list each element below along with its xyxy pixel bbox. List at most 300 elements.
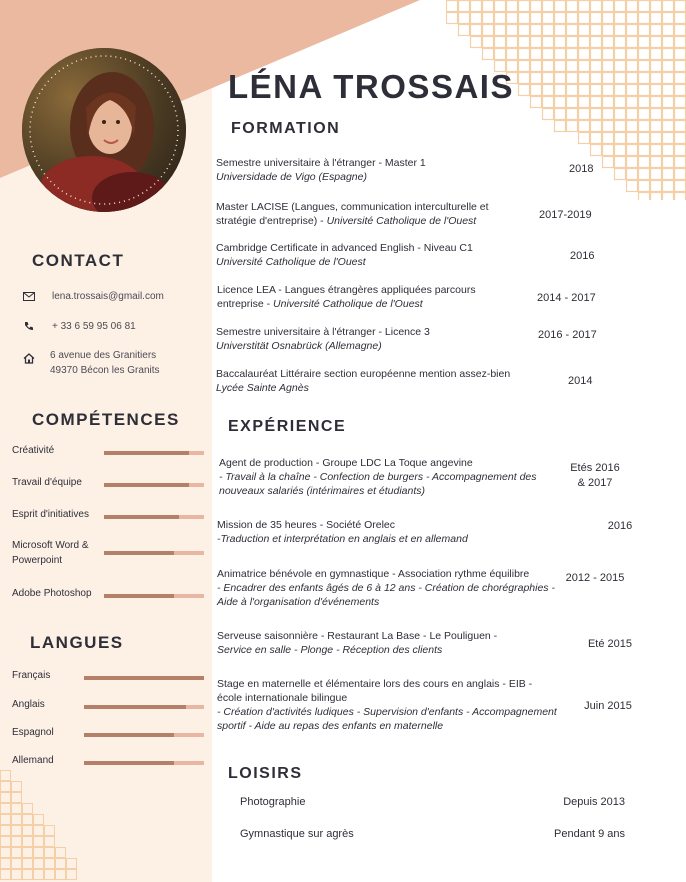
- loisir-label: Photographie: [240, 796, 306, 808]
- grid-cell: [651, 169, 662, 180]
- experience-tasks: -Traduction et interprétation en anglais et en allemand: [217, 533, 468, 545]
- skill-label: Travail d'équipe: [12, 477, 82, 488]
- grid-cell: [507, 25, 518, 36]
- grid-cell: [627, 1, 638, 12]
- contact-heading: CONTACT: [32, 251, 125, 270]
- grid-cell: [603, 133, 614, 144]
- grid-cell: [531, 25, 542, 36]
- grid-cell: [627, 121, 638, 132]
- grid-cell: [543, 85, 554, 96]
- experience-tasks-cont: nouveaux salariés (intérimaires et étudiants): [219, 485, 426, 497]
- loisirs-heading: LOISIRS: [228, 765, 303, 782]
- grid-cell: [639, 1, 650, 12]
- grid-cell: [531, 37, 542, 48]
- language-bar-fill: [84, 733, 174, 737]
- formation-detail: [216, 381, 536, 395]
- grid-cell: [639, 133, 650, 144]
- language-bar-rest: [174, 733, 204, 737]
- language-bar: [84, 705, 204, 709]
- grid-cell: [579, 37, 590, 48]
- profile-photo: [22, 48, 186, 212]
- formation-title: Licence LEA - Langues étrangères appliquées parcours: [217, 284, 476, 296]
- grid-cell: [1, 870, 11, 880]
- grid-cell: [651, 73, 662, 84]
- formation-entry: [216, 325, 536, 353]
- grid-cell: [12, 859, 22, 869]
- grid-cell: [567, 121, 578, 132]
- grid-cell: [639, 169, 650, 180]
- grid-cell: [56, 870, 66, 880]
- grid-cell: [615, 85, 626, 96]
- grid-cell: [447, 13, 458, 24]
- grid-cell: [1, 793, 11, 803]
- language-bar-rest: [186, 705, 204, 709]
- grid-cell: [591, 109, 602, 120]
- grid-cell: [1, 859, 11, 869]
- grid-cell: [1, 804, 11, 814]
- grid-cell: [531, 97, 542, 108]
- formation-entry: [216, 367, 536, 395]
- grid-cell: [519, 13, 530, 24]
- grid-cell: [651, 25, 662, 36]
- grid-cell: [627, 85, 638, 96]
- experience-date-line1: Juin 2015: [584, 700, 632, 712]
- grid-cell: [1, 848, 11, 858]
- grid-cell: [675, 157, 686, 168]
- grid-cell: [639, 49, 650, 60]
- experience-date-line1: 2016: [607, 520, 633, 532]
- grid-cell: [579, 109, 590, 120]
- grid-cell: [567, 49, 578, 60]
- grid-cell: [627, 73, 638, 84]
- grid-cell: [543, 109, 554, 120]
- grid-cell: [483, 25, 494, 36]
- experience-title-cont: école internationale bilingue: [217, 692, 348, 704]
- grid-cell: [651, 193, 662, 201]
- grid-cell: [651, 145, 662, 156]
- grid-cell: [67, 859, 77, 869]
- grid-cell: [459, 13, 470, 24]
- grid-cell: [663, 109, 674, 120]
- grid-cell: [663, 181, 674, 192]
- grid-cell: [531, 73, 542, 84]
- grid-cell: [651, 97, 662, 108]
- grid-cell: [555, 49, 566, 60]
- grid-cell: [615, 37, 626, 48]
- skill-bar-rest: [174, 594, 204, 598]
- formation-title: Baccalauréat Littéraire section européenne mention assez-bien: [216, 368, 511, 380]
- grid-cell: [555, 97, 566, 108]
- grid-cell: [519, 49, 530, 60]
- grid-cell: [543, 73, 554, 84]
- formation-detail: [216, 255, 536, 269]
- grid-cell: [627, 25, 638, 36]
- formation-institution: Universidade de Vigo (Espagne): [216, 171, 367, 183]
- formation-year: 2018: [569, 163, 594, 175]
- grid-cell: [675, 109, 686, 120]
- grid-cell: [23, 859, 33, 869]
- grid-cell: [519, 1, 530, 12]
- grid-cell: [579, 13, 590, 24]
- grid-cell: [12, 815, 22, 825]
- contact-email[interactable]: lena.trossais@gmail.com: [52, 291, 164, 302]
- grid-cell: [567, 73, 578, 84]
- grid-cell: [45, 859, 55, 869]
- grid-cell: [507, 37, 518, 48]
- experience-tasks: Service en salle - Plonge - Réception des clients: [217, 644, 443, 656]
- skills-heading: COMPÉTENCES: [32, 410, 180, 429]
- grid-cell: [603, 25, 614, 36]
- experience-title: Agent de production - Groupe LDC La Toque angevine: [219, 457, 473, 469]
- grid-cell: [639, 181, 650, 192]
- formation-detail-text: stratégie d'entreprise) -: [216, 215, 327, 227]
- grid-cell: [579, 25, 590, 36]
- grid-cell: [591, 1, 602, 12]
- grid-cell: [603, 61, 614, 72]
- grid-cell: [663, 121, 674, 132]
- grid-cell: [615, 97, 626, 108]
- grid-cell: [531, 13, 542, 24]
- formation-year: 2014 - 2017: [537, 292, 596, 304]
- grid-cell: [555, 85, 566, 96]
- grid-cell: [507, 49, 518, 60]
- grid-cell: [615, 145, 626, 156]
- skill-bar: [104, 515, 204, 519]
- grid-cell: [56, 848, 66, 858]
- grid-cell: [591, 49, 602, 60]
- phone-icon: [22, 319, 36, 333]
- experience-date-line1: Eté 2015: [587, 638, 633, 650]
- skill-bar-rest: [174, 551, 204, 555]
- grid-cell: [651, 61, 662, 72]
- grid-cell: [34, 848, 44, 858]
- grid-cell: [483, 49, 494, 60]
- grid-cell: [639, 109, 650, 120]
- grid-cell: [555, 13, 566, 24]
- grid-cell: [12, 837, 22, 847]
- grid-cell: [603, 109, 614, 120]
- skill-bar-rest: [189, 483, 204, 487]
- languages-heading: LANGUES: [30, 633, 124, 652]
- grid-cell: [615, 121, 626, 132]
- experience-date: [560, 461, 630, 491]
- grid-cell: [651, 109, 662, 120]
- grid-cell: [603, 121, 614, 132]
- grid-cell: [1, 782, 11, 792]
- grid-cell: [579, 1, 590, 12]
- grid-cell: [651, 157, 662, 168]
- grid-cell: [34, 815, 44, 825]
- grid-cell: [603, 85, 614, 96]
- grid-cell: [651, 49, 662, 60]
- grid-cell: [483, 13, 494, 24]
- grid-cell: [459, 1, 470, 12]
- grid-cell: [495, 37, 506, 48]
- grid-cell: [675, 193, 686, 201]
- grid-cell: [663, 85, 674, 96]
- experience-date: [560, 571, 630, 586]
- formation-institution: Université Catholique de l'Ouest: [273, 298, 423, 310]
- skill-label: Microsoft Word & Powerpoint: [12, 540, 89, 566]
- grid-cell: [663, 193, 674, 201]
- formation-title: Cambridge Certificate in advanced English - Niveau C1: [216, 242, 473, 254]
- grid-cell: [12, 793, 22, 803]
- skill-bar-fill: [104, 515, 179, 519]
- grid-cell: [627, 109, 638, 120]
- skill-bar-fill: [104, 451, 189, 455]
- formation-title: Master LACISE (Langues, communication interculturelle et: [216, 201, 489, 213]
- grid-cell: [675, 73, 686, 84]
- language-bar: [84, 761, 204, 765]
- experience-date-line1: Etés 2016: [570, 462, 620, 474]
- grid-cell: [603, 1, 614, 12]
- loisir-duration: Depuis 2013: [563, 796, 625, 808]
- formation-year: 2017-2019: [539, 209, 592, 221]
- grid-cell: [663, 97, 674, 108]
- grid-cell: [23, 815, 33, 825]
- language-label: Espagnol: [12, 727, 54, 738]
- skill-bar: [104, 594, 204, 598]
- grid-cell: [627, 133, 638, 144]
- envelope-icon: [22, 289, 36, 303]
- grid-cell: [555, 1, 566, 12]
- grid-cell: [639, 193, 650, 201]
- grid-cell: [615, 13, 626, 24]
- grid-cell: [519, 73, 530, 84]
- grid-cell: [675, 49, 686, 60]
- grid-cell: [543, 49, 554, 60]
- grid-cell: [555, 37, 566, 48]
- language-label: Français: [12, 670, 51, 681]
- grid-cell: [663, 1, 674, 12]
- grid-cell: [651, 37, 662, 48]
- grid-cell: [471, 13, 482, 24]
- grid-cell: [639, 157, 650, 168]
- formation-entry: [216, 156, 536, 184]
- grid-cell: [675, 181, 686, 192]
- grid-cell: [543, 1, 554, 12]
- grid-cell: [34, 826, 44, 836]
- grid-cell: [495, 49, 506, 60]
- grid-cell: [519, 85, 530, 96]
- grid-cell: [471, 37, 482, 48]
- grid-cell: [471, 1, 482, 12]
- grid-cell: [45, 870, 55, 880]
- experience-entry: [217, 567, 567, 609]
- contact-address-line2: 49370 Bécon les Granits: [50, 365, 160, 376]
- language-label: Allemand: [12, 755, 54, 766]
- grid-cell: [567, 37, 578, 48]
- grid-cell: [471, 25, 482, 36]
- grid-pattern-bottom-left: [0, 770, 80, 882]
- formation-heading: FORMATION: [231, 120, 341, 137]
- grid-cell: [459, 25, 470, 36]
- experience-title: Mission de 35 heures - Société Orelec: [217, 519, 396, 531]
- skill-bar-fill: [104, 551, 174, 555]
- grid-cell: [615, 25, 626, 36]
- experience-title: Animatrice bénévole en gymnastique - Association rythme équilibre: [217, 568, 530, 580]
- grid-cell: [495, 1, 506, 12]
- experience-entry: [217, 677, 567, 733]
- grid-cell: [495, 25, 506, 36]
- grid-cell: [639, 97, 650, 108]
- formation-institution: Universtität Osnabrück (Allemagne): [216, 340, 382, 352]
- grid-cell: [56, 859, 66, 869]
- grid-cell: [543, 37, 554, 48]
- grid-cell: [45, 848, 55, 858]
- formation-detail: [217, 297, 537, 311]
- grid-cell: [675, 37, 686, 48]
- grid-cell: [663, 145, 674, 156]
- skill-bar-fill: [104, 594, 174, 598]
- grid-cell: [579, 133, 590, 144]
- grid-cell: [507, 13, 518, 24]
- grid-cell: [615, 49, 626, 60]
- formation-institution: Université Catholique de l'Ouest: [326, 215, 477, 227]
- grid-cell: [591, 145, 602, 156]
- grid-cell: [675, 121, 686, 132]
- grid-cell: [567, 1, 578, 12]
- grid-cell: [639, 13, 650, 24]
- experience-tasks: - Travail à la chaîne - Confection de burgers - Accompagnement des: [219, 471, 537, 483]
- formation-title: Semestre universitaire à l'étranger - Licence 3: [216, 326, 430, 338]
- grid-cell: [1, 826, 11, 836]
- grid-cell: [663, 25, 674, 36]
- grid-cell: [555, 109, 566, 120]
- experience-tasks: - Encadrer des enfants âgés de 6 à 12 ans - Création de chorégraphies -: [217, 582, 555, 594]
- grid-cell: [12, 870, 22, 880]
- grid-cell: [543, 13, 554, 24]
- grid-cell: [651, 121, 662, 132]
- experience-date: [575, 637, 645, 652]
- home-icon: [22, 352, 36, 366]
- grid-cell: [555, 73, 566, 84]
- skill-label: Adobe Photoshop: [12, 588, 92, 599]
- grid-cell: [531, 1, 542, 12]
- formation-year: 2016: [570, 250, 595, 262]
- experience-entry: [219, 456, 569, 498]
- grid-cell: [555, 121, 566, 132]
- grid-cell: [615, 133, 626, 144]
- grid-cell: [483, 1, 494, 12]
- grid-cell: [603, 97, 614, 108]
- grid-cell: [567, 13, 578, 24]
- grid-cell: [45, 837, 55, 847]
- grid-cell: [651, 13, 662, 24]
- grid-cell: [627, 181, 638, 192]
- grid-cell: [627, 61, 638, 72]
- grid-cell: [555, 25, 566, 36]
- grid-cell: [603, 145, 614, 156]
- formation-entry: [216, 241, 536, 269]
- grid-cell: [1, 815, 11, 825]
- grid-cell: [675, 25, 686, 36]
- grid-cell: [663, 49, 674, 60]
- formation-title: Semestre universitaire à l'étranger - Master 1: [216, 157, 426, 169]
- grid-cell: [543, 25, 554, 36]
- formation-entry: [217, 283, 537, 311]
- grid-cell: [591, 121, 602, 132]
- candidate-name: LÉNA TROSSAIS: [228, 68, 514, 105]
- grid-cell: [579, 49, 590, 60]
- formation-year: 2016 - 2017: [538, 329, 597, 341]
- grid-cell: [639, 145, 650, 156]
- grid-cell: [1, 837, 11, 847]
- experience-entry: [217, 629, 567, 657]
- grid-cell: [615, 1, 626, 12]
- grid-cell: [675, 133, 686, 144]
- experience-title: Serveuse saisonnière - Restaurant La Base - Le Pouliguen -: [217, 630, 498, 642]
- grid-cell: [1, 771, 11, 781]
- formation-institution: Lycée Sainte Agnès: [216, 382, 309, 394]
- language-bar: [84, 733, 204, 737]
- experience-date-line2: & 2017: [577, 477, 613, 489]
- skill-bar-rest: [179, 515, 204, 519]
- grid-cell: [603, 73, 614, 84]
- experience-title: Stage en maternelle et élémentaire lors des cours en anglais - EIB -: [217, 678, 533, 690]
- grid-cell: [23, 870, 33, 880]
- experience-date: [573, 699, 643, 714]
- skill-bar-fill: [104, 483, 189, 487]
- grid-cell: [591, 133, 602, 144]
- grid-cell: [663, 169, 674, 180]
- grid-cell: [519, 37, 530, 48]
- grid-cell: [675, 13, 686, 24]
- grid-cell: [675, 97, 686, 108]
- grid-cell: [675, 61, 686, 72]
- contact-address-line1: 6 avenue des Granitiers: [50, 350, 157, 361]
- loisir-duration: Pendant 9 ans: [554, 828, 625, 840]
- experience-heading: EXPÉRIENCE: [228, 418, 347, 435]
- grid-cell: [639, 73, 650, 84]
- grid-cell: [651, 1, 662, 12]
- language-bar-rest: [174, 761, 204, 765]
- formation-detail: [216, 214, 536, 228]
- language-bar-fill: [84, 705, 186, 709]
- grid-cell: [615, 73, 626, 84]
- grid-cell: [639, 121, 650, 132]
- grid-cell: [555, 61, 566, 72]
- grid-cell: [12, 826, 22, 836]
- loisir-label: Gymnastique sur agrès: [240, 828, 354, 840]
- grid-cell: [567, 109, 578, 120]
- grid-cell: [663, 133, 674, 144]
- grid-cell: [591, 73, 602, 84]
- grid-cell: [579, 85, 590, 96]
- skill-bar: [104, 551, 204, 555]
- grid-cell: [23, 848, 33, 858]
- experience-tasks-cont: Aide à l'organisation d'événements: [217, 596, 380, 608]
- grid-cell: [591, 37, 602, 48]
- grid-cell: [543, 97, 554, 108]
- grid-cell: [663, 157, 674, 168]
- grid-cell: [675, 145, 686, 156]
- grid-cell: [495, 13, 506, 24]
- grid-cell: [615, 109, 626, 120]
- skill-bar-rest: [189, 451, 204, 455]
- grid-cell: [639, 61, 650, 72]
- grid-cell: [663, 13, 674, 24]
- grid-cell: [531, 49, 542, 60]
- grid-cell: [651, 133, 662, 144]
- skill-bar: [104, 451, 204, 455]
- grid-cell: [519, 25, 530, 36]
- grid-cell: [567, 61, 578, 72]
- grid-cell: [591, 85, 602, 96]
- grid-cell: [627, 97, 638, 108]
- language-bar: [84, 676, 204, 680]
- formation-year: 2014: [568, 375, 593, 387]
